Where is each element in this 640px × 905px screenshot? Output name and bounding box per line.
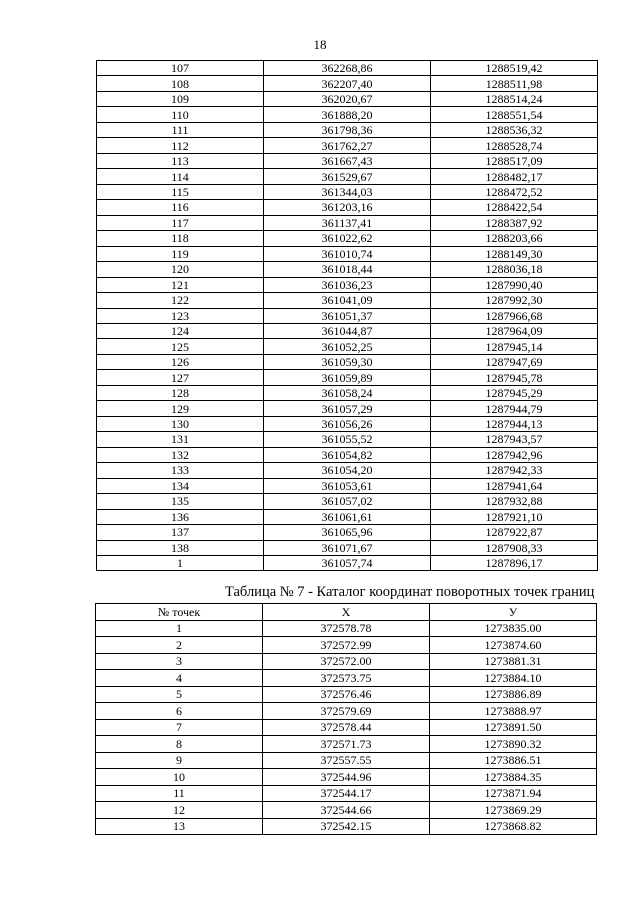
point-number-cell: 134 xyxy=(97,478,264,493)
x-coordinate-cell: 361203,16 xyxy=(264,200,431,215)
table-row xyxy=(97,246,598,261)
point-number-cell: 126 xyxy=(97,354,264,369)
y-coordinate-cell: 1287990,40 xyxy=(431,277,598,292)
point-number-cell: 129 xyxy=(97,401,264,416)
table-row xyxy=(97,215,598,230)
point-number-cell: 123 xyxy=(97,308,264,323)
table-row xyxy=(97,122,598,137)
table-row xyxy=(96,802,597,819)
y-coordinate-cell: 1288203,66 xyxy=(431,231,598,246)
table-row xyxy=(97,323,598,338)
x-coordinate-cell: 361054,20 xyxy=(264,463,431,478)
point-number-cell: 130 xyxy=(97,416,264,431)
point-number-cell: 6 xyxy=(96,703,263,720)
y-coordinate-cell: 1273874.60 xyxy=(430,637,597,654)
header-y: У xyxy=(430,604,597,621)
point-number-cell: 107 xyxy=(97,61,264,76)
x-coordinate-cell: 361041,09 xyxy=(264,293,431,308)
page-number: 18 xyxy=(313,37,327,52)
point-number-cell: 137 xyxy=(97,525,264,540)
point-number-cell: 1 xyxy=(96,620,263,637)
y-coordinate-cell: 1287966,68 xyxy=(431,308,598,323)
point-number-cell: 1 xyxy=(97,556,264,571)
x-coordinate-cell: 361018,44 xyxy=(264,262,431,277)
x-coordinate-cell: 361052,25 xyxy=(264,339,431,354)
point-number-cell: 8 xyxy=(96,736,263,753)
y-coordinate-cell: 1287945,14 xyxy=(431,339,598,354)
y-coordinate-cell: 1288536,32 xyxy=(431,122,598,137)
table-row xyxy=(97,478,598,493)
y-coordinate-cell: 1287992,30 xyxy=(431,293,598,308)
x-coordinate-cell: 372544.96 xyxy=(263,769,430,786)
table-row xyxy=(97,416,598,431)
point-number-cell: 136 xyxy=(97,509,264,524)
point-number-cell: 4 xyxy=(96,670,263,687)
point-number-cell: 5 xyxy=(96,686,263,703)
point-number-cell: 2 xyxy=(96,637,263,654)
x-coordinate-cell: 372571.73 xyxy=(263,736,430,753)
y-coordinate-cell: 1288514,24 xyxy=(431,91,598,106)
point-number-cell: 116 xyxy=(97,200,264,215)
y-coordinate-cell: 1273868.82 xyxy=(430,818,597,835)
point-number-cell: 110 xyxy=(97,107,264,122)
point-number-cell: 11 xyxy=(96,785,263,802)
point-number-cell: 112 xyxy=(97,138,264,153)
y-coordinate-cell: 1287945,78 xyxy=(431,370,598,385)
table-row xyxy=(97,308,598,323)
point-number-cell: 115 xyxy=(97,184,264,199)
point-number-cell: 3 xyxy=(96,653,263,670)
table-row xyxy=(97,293,598,308)
x-coordinate-cell: 362268,86 xyxy=(264,61,431,76)
table-row xyxy=(97,76,598,91)
y-coordinate-cell: 1273886.89 xyxy=(430,686,597,703)
header-x: X xyxy=(263,604,430,621)
y-coordinate-cell: 1273835.00 xyxy=(430,620,597,637)
point-number-cell: 118 xyxy=(97,231,264,246)
x-coordinate-cell: 372579.69 xyxy=(263,703,430,720)
x-coordinate-cell: 372578.44 xyxy=(263,719,430,736)
x-coordinate-cell: 372544.66 xyxy=(263,802,430,819)
x-coordinate-cell: 362020,67 xyxy=(264,91,431,106)
y-coordinate-cell: 1288528,74 xyxy=(431,138,598,153)
x-coordinate-cell: 361044,87 xyxy=(264,323,431,338)
table-row xyxy=(96,653,597,670)
table-row xyxy=(97,556,598,571)
y-coordinate-cell: 1288422,54 xyxy=(431,200,598,215)
table-row xyxy=(96,785,597,802)
point-number-cell: 12 xyxy=(96,802,263,819)
x-coordinate-cell: 361798,36 xyxy=(264,122,431,137)
y-coordinate-cell: 1287964,09 xyxy=(431,323,598,338)
x-coordinate-cell: 362207,40 xyxy=(264,76,431,91)
table-row xyxy=(97,277,598,292)
x-coordinate-cell: 372572.00 xyxy=(263,653,430,670)
table-row xyxy=(96,670,597,687)
table-row xyxy=(97,509,598,524)
x-coordinate-cell: 361055,52 xyxy=(264,432,431,447)
x-coordinate-cell: 361762,27 xyxy=(264,138,431,153)
x-coordinate-cell: 361059,89 xyxy=(264,370,431,385)
table-row xyxy=(97,91,598,106)
x-coordinate-cell: 361888,20 xyxy=(264,107,431,122)
table-row xyxy=(96,620,597,637)
x-coordinate-cell: 361061,61 xyxy=(264,509,431,524)
x-coordinate-cell: 372573.75 xyxy=(263,670,430,687)
point-number-cell: 128 xyxy=(97,385,264,400)
y-coordinate-cell: 1288517,09 xyxy=(431,153,598,168)
table-row xyxy=(97,169,598,184)
x-coordinate-cell: 361058,24 xyxy=(264,385,431,400)
y-coordinate-cell: 1273886.51 xyxy=(430,752,597,769)
y-coordinate-cell: 1287944,13 xyxy=(431,416,598,431)
table-row xyxy=(97,525,598,540)
point-number-cell: 138 xyxy=(97,540,264,555)
y-coordinate-cell: 1287945,29 xyxy=(431,385,598,400)
table-row xyxy=(96,736,597,753)
y-coordinate-cell: 1273869.29 xyxy=(430,802,597,819)
x-coordinate-cell: 372572.99 xyxy=(263,637,430,654)
table-row xyxy=(97,262,598,277)
table-row xyxy=(97,432,598,447)
x-coordinate-cell: 361529,67 xyxy=(264,169,431,184)
table-row xyxy=(96,769,597,786)
table-row xyxy=(97,200,598,215)
point-number-cell: 135 xyxy=(97,494,264,509)
table-row xyxy=(96,703,597,720)
y-coordinate-cell: 1287942,96 xyxy=(431,447,598,462)
table-header-row xyxy=(96,604,597,621)
y-coordinate-cell: 1287942,33 xyxy=(431,463,598,478)
y-coordinate-cell: 1288036,18 xyxy=(431,262,598,277)
table-row xyxy=(96,719,597,736)
point-number-cell: 109 xyxy=(97,91,264,106)
point-number-cell: 108 xyxy=(97,76,264,91)
y-coordinate-cell: 1287896,17 xyxy=(431,556,598,571)
point-number-cell: 127 xyxy=(97,370,264,385)
x-coordinate-cell: 372557.55 xyxy=(263,752,430,769)
table-row xyxy=(97,354,598,369)
table-row xyxy=(97,339,598,354)
coordinates-table-body xyxy=(97,61,598,571)
y-coordinate-cell: 1288387,92 xyxy=(431,215,598,230)
y-coordinate-cell: 1273871.94 xyxy=(430,785,597,802)
table-row xyxy=(97,385,598,400)
point-number-cell: 117 xyxy=(97,215,264,230)
y-coordinate-cell: 1288149,30 xyxy=(431,246,598,261)
point-number-cell: 122 xyxy=(97,293,264,308)
table-row xyxy=(97,463,598,478)
x-coordinate-cell: 361051,37 xyxy=(264,308,431,323)
x-coordinate-cell: 361065,96 xyxy=(264,525,431,540)
y-coordinate-cell: 1273884.10 xyxy=(430,670,597,687)
y-coordinate-cell: 1273881.31 xyxy=(430,653,597,670)
x-coordinate-cell: 361056,26 xyxy=(264,416,431,431)
y-coordinate-cell: 1287908,33 xyxy=(431,540,598,555)
table-row xyxy=(96,637,597,654)
table-row xyxy=(97,61,598,76)
y-coordinate-cell: 1288551,54 xyxy=(431,107,598,122)
x-coordinate-cell: 361010,74 xyxy=(264,246,431,261)
y-coordinate-cell: 1288472,52 xyxy=(431,184,598,199)
x-coordinate-cell: 361059,30 xyxy=(264,354,431,369)
point-number-cell: 132 xyxy=(97,447,264,462)
table-row xyxy=(96,818,597,835)
x-coordinate-cell: 361036,23 xyxy=(264,277,431,292)
table-7-body xyxy=(96,620,597,835)
table-row xyxy=(97,370,598,385)
table-row xyxy=(96,686,597,703)
x-coordinate-cell: 361057,74 xyxy=(264,556,431,571)
x-coordinate-cell: 361057,29 xyxy=(264,401,431,416)
table-row xyxy=(97,401,598,416)
x-coordinate-cell: 361344,03 xyxy=(264,184,431,199)
y-coordinate-cell: 1287932,88 xyxy=(431,494,598,509)
point-number-cell: 121 xyxy=(97,277,264,292)
x-coordinate-cell: 361071,67 xyxy=(264,540,431,555)
point-number-cell: 7 xyxy=(96,719,263,736)
x-coordinate-cell: 372576.46 xyxy=(263,686,430,703)
y-coordinate-cell: 1273891.50 xyxy=(430,719,597,736)
y-coordinate-cell: 1288482,17 xyxy=(431,169,598,184)
point-number-cell: 113 xyxy=(97,153,264,168)
y-coordinate-cell: 1287921,10 xyxy=(431,509,598,524)
table-row xyxy=(97,447,598,462)
x-coordinate-cell: 361053,61 xyxy=(264,478,431,493)
y-coordinate-cell: 1288511,98 xyxy=(431,76,598,91)
table-7-caption: Таблица № 7 - Каталог координат поворотных точек границ xyxy=(225,584,595,600)
point-number-cell: 131 xyxy=(97,432,264,447)
table-row xyxy=(97,540,598,555)
point-number-cell: 114 xyxy=(97,169,264,184)
y-coordinate-cell: 1288519,42 xyxy=(431,61,598,76)
table-row xyxy=(97,138,598,153)
header-point-number: № точек xyxy=(96,604,263,621)
coordinates-table-continued xyxy=(96,60,598,571)
x-coordinate-cell: 361057,02 xyxy=(264,494,431,509)
point-number-cell: 120 xyxy=(97,262,264,277)
point-number-cell: 13 xyxy=(96,818,263,835)
table-row xyxy=(96,752,597,769)
point-number-cell: 119 xyxy=(97,246,264,261)
point-number-cell: 124 xyxy=(97,323,264,338)
x-coordinate-cell: 372544.17 xyxy=(263,785,430,802)
y-coordinate-cell: 1287944,79 xyxy=(431,401,598,416)
x-coordinate-cell: 361667,43 xyxy=(264,153,431,168)
point-number-cell: 133 xyxy=(97,463,264,478)
x-coordinate-cell: 361022,62 xyxy=(264,231,431,246)
point-number-cell: 10 xyxy=(96,769,263,786)
table-7 xyxy=(95,603,597,835)
table-row xyxy=(97,494,598,509)
y-coordinate-cell: 1287922,87 xyxy=(431,525,598,540)
x-coordinate-cell: 372542.15 xyxy=(263,818,430,835)
table-row xyxy=(97,107,598,122)
point-number-cell: 9 xyxy=(96,752,263,769)
y-coordinate-cell: 1287947,69 xyxy=(431,354,598,369)
y-coordinate-cell: 1273890.32 xyxy=(430,736,597,753)
table-row xyxy=(97,153,598,168)
table-row xyxy=(97,231,598,246)
y-coordinate-cell: 1273888.97 xyxy=(430,703,597,720)
point-number-cell: 111 xyxy=(97,122,264,137)
y-coordinate-cell: 1287941,64 xyxy=(431,478,598,493)
point-number-cell: 125 xyxy=(97,339,264,354)
table-row xyxy=(97,184,598,199)
y-coordinate-cell: 1287943,57 xyxy=(431,432,598,447)
y-coordinate-cell: 1273884.35 xyxy=(430,769,597,786)
x-coordinate-cell: 372578.78 xyxy=(263,620,430,637)
x-coordinate-cell: 361054,82 xyxy=(264,447,431,462)
x-coordinate-cell: 361137,41 xyxy=(264,215,431,230)
